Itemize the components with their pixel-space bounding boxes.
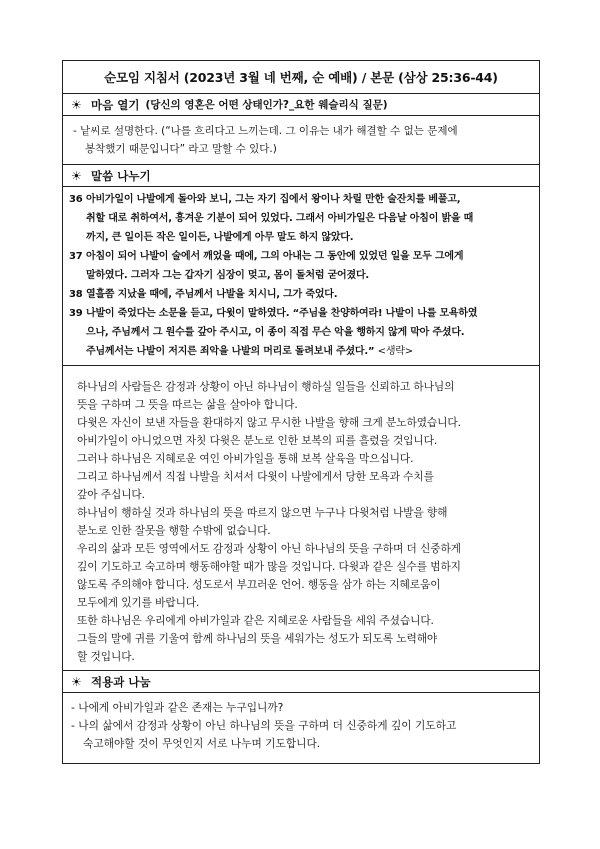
apply-question-2-line1: - 나의 삶에서 감정과 상황이 아닌 하나님의 뜻을 구하며 더 신중하게 깊이 기도하고 <box>71 719 457 732</box>
section-opening-header <box>62 94 540 116</box>
section-apply-header <box>62 671 540 693</box>
verse-39 <box>69 304 533 361</box>
essay-line: 할 것입니다. <box>77 650 135 663</box>
essay-line: 그들의 말에 귀를 기울여 함께 하나님의 뜻을 세워가는 성도가 되도록 노력해야 <box>77 632 438 645</box>
verse-line: 취할 대로 취하여서, 흥겨운 기분이 되어 있었다. 그래서 아비가일은 다음날 아침이 밝을 때 <box>86 213 474 224</box>
verse-number: 38 <box>69 289 83 300</box>
apply-heading: 적용과 나눔 <box>91 674 151 689</box>
abbrev-note: <생략> <box>377 346 413 357</box>
verse-number: 39 <box>69 308 83 319</box>
essay-line: 하나님의 사람들은 감정과 상황이 아닌 하나님이 행하실 일들을 신뢰하고 하나님의 <box>77 380 455 393</box>
essay-line: 깊이 기도하고 숙고하며 행동해야할 때가 많을 것입니다. 다윗과 같은 실수를 범하지 <box>77 560 461 573</box>
section-word-verses <box>62 187 540 366</box>
section-essay <box>62 366 540 671</box>
verse-36 <box>69 190 533 247</box>
page-title: 순모임 지침서 (2023년 3월 네 번째, 순 예배) / 본문 (삼상 25:36-44) <box>62 60 540 94</box>
apply-question-1: - 나에게 아비가일과 같은 존재는 누구입니까? <box>71 701 284 714</box>
section-opening-body <box>62 116 540 165</box>
verse-line: 아비가일이 나발에게 돌아와 보니, 그는 자기 집에서 왕이나 차릴 만한 술잔치를 베풀고, <box>86 194 461 205</box>
verse-line: 까지, 큰 일이든 작은 일이든, 나발에게 아무 말도 하지 않았다. <box>86 232 354 243</box>
verse-line: 주님께서는 나발이 저지른 죄악을 나발의 머리로 돌려보내 주셨다.” <생략> <box>86 346 413 357</box>
section-apply-body <box>62 693 540 764</box>
verse-line: 으나, 주님께서 그 원수를 갚아 주시고, 이 종이 직접 무슨 악을 행하지 않게 막아 주셨다. <box>86 327 465 338</box>
apply-question-2-line2: 숙고해야할 것이 무엇인지 서로 나누며 기도합니다. <box>83 737 321 750</box>
essay-line: 모두에게 있기를 바랍니다. <box>77 596 200 609</box>
sun-icon: ☀ <box>71 674 82 689</box>
essay-line: 갚아 주십니다. <box>77 488 145 501</box>
section-word-header <box>62 165 540 187</box>
essay-line: 뜻을 구하며 그 뜻을 따르는 삶을 살아야 합니다. <box>77 398 298 411</box>
verse-number: 37 <box>69 251 83 262</box>
opening-subheading: (당신의 영혼은 어떤 상태인가?_요한 웨슬리식 질문) <box>145 99 388 111</box>
essay-line: 않도록 주의해야 합니다. 성도로서 부끄러운 언어. 행동을 삼가 하는 지혜로움이 <box>77 578 441 591</box>
opening-item-line2: 봉착했기 때문입니다” 라고 말할 수 있다.) <box>85 143 277 155</box>
verse-line: 아침이 되어 나발이 술에서 깨었을 때에, 그의 아내는 그 동안에 있었던 일을 모두 그에게 <box>86 251 464 262</box>
verse-number: 36 <box>69 194 83 205</box>
essay-line: 그러나 하나님은 지혜로운 여인 아비가일을 통해 보복 살육을 막으십니다. <box>77 452 414 465</box>
essay-line: 또한 하나님은 우리에게 아비가일과 같은 지혜로운 사람들을 세워 주셨습니다. <box>77 614 434 627</box>
essay-line: 하나님이 행하실 것과 하나님의 뜻을 따르지 않으면 누구나 다윗처럼 나발을 향해 <box>77 506 448 519</box>
guide-sheet <box>62 60 540 764</box>
opening-heading: 마음 열기 <box>91 97 140 112</box>
opening-item-line1: - 낱씨로 설명한다. (“나를 흐리다고 느끼는데. 그 이유는 내가 해결할 수 없는 문제에 <box>73 125 458 137</box>
sun-icon: ☀ <box>71 168 82 183</box>
word-heading: 말씀 나누기 <box>91 168 151 183</box>
verse-line: 말하였다. 그러자 그는 갑자기 심장이 멎고, 몸이 돌처럼 굳어졌다. <box>86 270 370 281</box>
essay-line: 그리고 하나님께서 직접 나발을 치셔서 다윗이 나발에게서 당한 모욕과 수치를 <box>77 470 434 483</box>
verse-37 <box>69 247 533 285</box>
verse-line: 나발이 죽었다는 소문을 듣고, 다윗이 말하였다. “주님을 찬양하여라! 나발이 나를 모욕하였 <box>86 308 478 319</box>
verse-38 <box>69 285 533 304</box>
essay-line: 다윗은 자신이 보낸 자들을 환대하지 않고 무시한 나발을 향해 크게 분노하였습니다. <box>77 416 461 429</box>
sun-icon: ☀ <box>71 97 82 112</box>
essay-line: 우리의 삶과 모든 영역에서도 감정과 상황이 아닌 하나님의 뜻을 구하며 더 신중하게 <box>77 542 461 555</box>
verse-line: 열흘쯤 지났을 때에, 주님께서 나발을 치시니, 그가 죽었다. <box>86 289 338 300</box>
essay-line: 아비가일이 아니었으면 자칫 다윗은 분노로 인한 보복의 피를 흘렸을 것입니다. <box>77 434 438 447</box>
essay-line: 분노로 인한 잘못을 행할 수밖에 없습니다. <box>77 524 271 537</box>
